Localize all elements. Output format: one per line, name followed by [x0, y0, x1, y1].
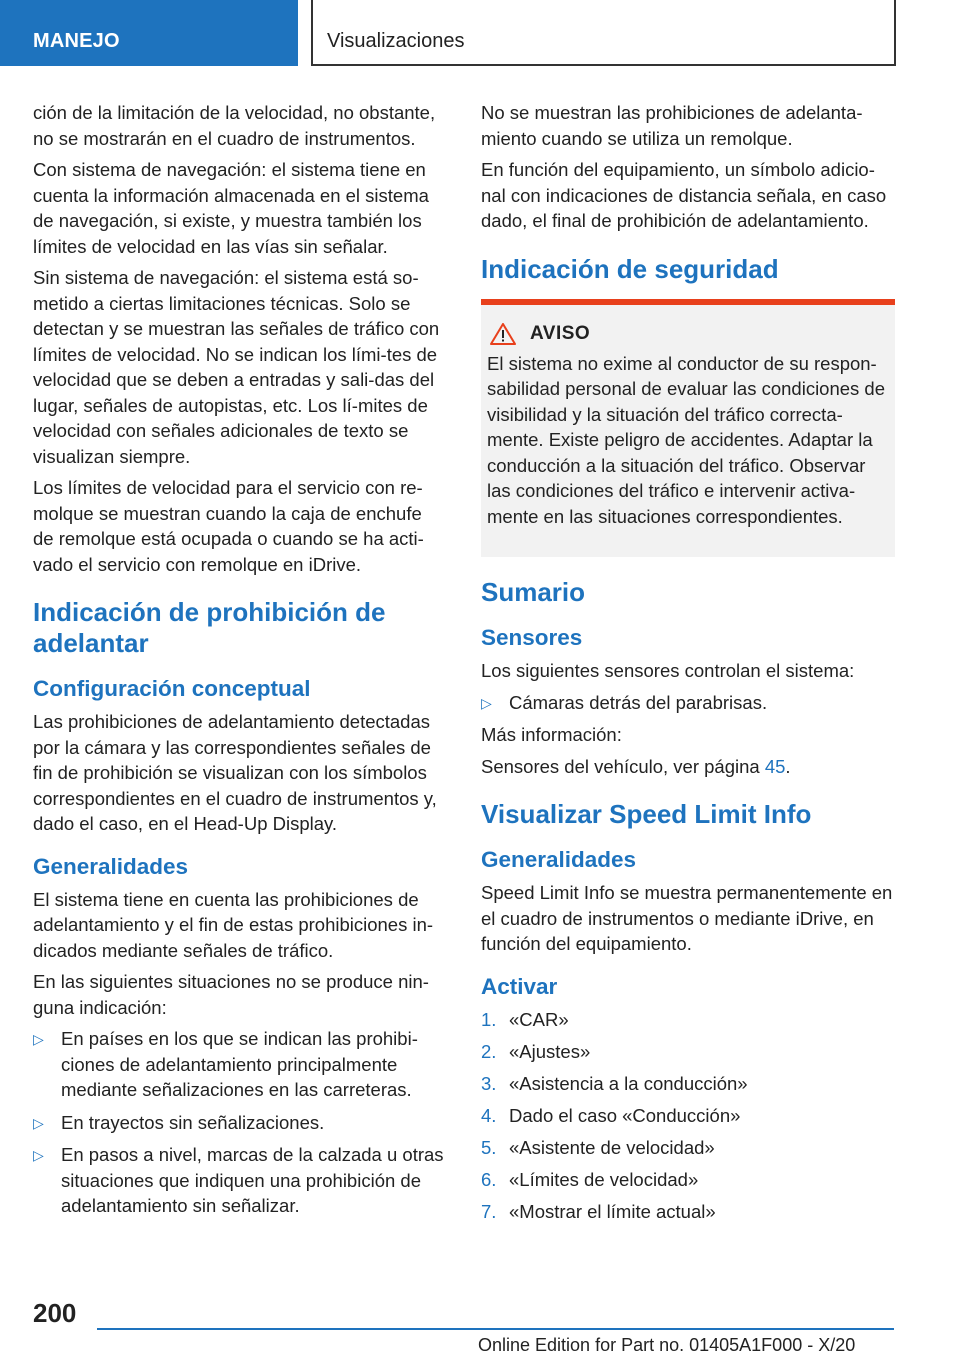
heading-visualizar: Visualizar Speed Limit Info — [481, 799, 812, 829]
heading-sumario: Sumario — [481, 577, 586, 607]
paragraph: Los límites de velocidad para el servicio con re-molque se muestran cuando la caja de enchufe de remolque está ocupada o cuando se ha acti-vado el servicio con remolque en iDrive. — [33, 477, 424, 575]
chapter-title: Visualizaciones — [327, 30, 465, 52]
steps-list — [481, 1007, 895, 1225]
list-item — [481, 690, 895, 716]
triangle-right-icon: ▷ — [33, 1147, 44, 1163]
subheading-generalidades: Generalidades — [33, 853, 189, 879]
list-item: 1. «CAR» — [481, 1008, 569, 1030]
page-reference: Sensores del vehículo, ver página 45. — [481, 755, 791, 777]
paragraph: El sistema tiene en cuenta las prohibiciones de adelantamiento y el fin de estas prohibiciones in-dicados mediante señales de tráfico. — [33, 888, 434, 961]
footer-divider — [97, 1328, 894, 1330]
list-item — [33, 1110, 447, 1136]
section-tab — [0, 0, 298, 66]
paragraph: Los siguientes sensores controlan el sistema: — [481, 660, 855, 681]
list-item: 4. Dado el caso «Conducción» — [481, 1104, 741, 1126]
sensor-list — [481, 690, 895, 716]
bullet-list — [33, 1026, 447, 1219]
left-column — [33, 100, 447, 1226]
list-item: 7. «Mostrar el límite actual» — [481, 1200, 716, 1222]
paragraph: ción de la limitación de la velocidad, no obstante, no se mostrarán en el cuadro de instrumentos. — [33, 102, 436, 149]
paragraph: Sin sistema de navegación: el sistema está so-metido a ciertas limitaciones técnicas. Solo se detectan y se muestran las señales de tráfico con límites de velocidad. No se indican los lími-tes de velocidad que se deben a entradas y sali-das del lugar, señales de autopistas, etc. Los lí-mites de velocidad con señales adicionales de texto se visualizan siempre. — [33, 267, 440, 467]
paragraph: Más información: — [481, 724, 622, 745]
warning-title: AVISO — [530, 322, 591, 344]
list-item-text: En países en los que se indican las prohibi-ciones de adelantamiento principalmente mediante señalizaciones en las carreteras. — [61, 1028, 418, 1100]
subheading-activar: Activar — [481, 973, 558, 999]
list-item-text: En pasos a nivel, marcas de la calzada u otras situaciones que indiquen una prohibición de adelantamiento sin señalizar. — [61, 1144, 444, 1216]
heading-prohibicion: Indicación de prohibición de adelantar — [33, 597, 386, 658]
subheading-generalidades: Generalidades — [481, 847, 637, 872]
list-item: 3. «Asistencia a la conducción» — [481, 1072, 748, 1094]
page-number: 200 — [33, 1298, 77, 1328]
warning-box — [481, 299, 895, 558]
heading-seguridad: Indicación de seguridad — [481, 253, 779, 284]
list-item: 6. «Límites de velocidad» — [481, 1168, 699, 1190]
warning-triangle-icon — [490, 323, 516, 345]
section-title: MANEJO — [33, 30, 120, 52]
subheading-sensores: Sensores — [481, 625, 583, 650]
triangle-right-icon: ▷ — [33, 1114, 44, 1131]
paragraph: No se muestran las prohibiciones de adelanta-miento cuando se utiliza un remolque. — [481, 102, 863, 149]
list-item — [33, 1142, 447, 1219]
triangle-right-icon: ▷ — [33, 1031, 44, 1047]
warning-title-row — [490, 323, 887, 345]
chapter-box — [311, 0, 896, 66]
paragraph: Las prohibiciones de adelantamiento detectadas por la cámara y las correspondientes señales de fin de prohibición se visualizan con los símbolos correspondientes en el cuadro de instrumentos y, dado el caso, en el Head-Up Display. — [33, 711, 437, 834]
page-header — [0, 0, 960, 66]
paragraph: Con sistema de navegación: el sistema tiene en cuenta la información almacenada en el sistema de navegación, si existe, y muestra también los límites de velocidad en las vías sin señalar. — [33, 159, 429, 257]
triangle-right-icon: ▷ — [481, 694, 492, 711]
list-item: 5. «Asistente de velocidad» — [481, 1136, 715, 1158]
subheading-configuracion: Configuración conceptual — [33, 676, 311, 701]
list-item — [33, 1026, 447, 1103]
list-item: 2. «Ajustes» — [481, 1040, 591, 1062]
paragraph: En las siguientes situaciones no se produce nin-guna indicación: — [33, 971, 429, 1018]
warning-text: El sistema no exime al conductor de su respon-sabilidad personal de evaluar las condiciones de visibilidad y la situación del tráfico correcta-mente. Existe peligro de accidentes. Adaptar la conducción a la situación del tráfico. Observar las condiciones del tráfico e intervenir activa-mente en las situaciones correspondientes. — [487, 352, 886, 527]
list-item-text: En trayectos sin señalizaciones. — [61, 1111, 325, 1133]
page-link[interactable]: 45 — [764, 755, 786, 777]
paragraph: En función del equipamiento, un símbolo adicio-nal con indicaciones de distancia señala, en caso dado, el final de prohibición de adelantamiento. — [481, 159, 887, 231]
list-item-text: Cámaras detrás del parabrisas. — [509, 691, 768, 713]
footer-edition: Online Edition for Part no. 01405A1F000 - X/20 — [478, 1335, 856, 1355]
right-column — [481, 100, 895, 1231]
paragraph: Speed Limit Info se muestra permanentemente en el cuadro de instrumentos o mediante iDrive, en función del equipamiento. — [481, 882, 893, 954]
